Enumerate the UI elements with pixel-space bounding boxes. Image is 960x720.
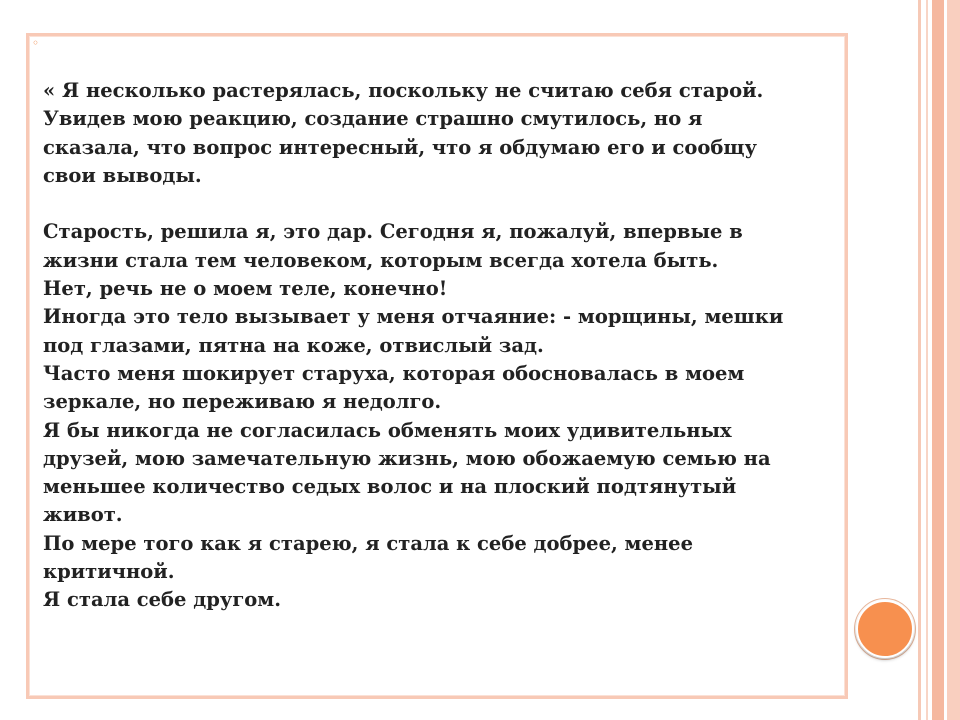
text-line: друзей, мою замечательную жизнь, мою обожаемую семью на (43, 446, 771, 470)
decorative-stripe (918, 0, 921, 720)
circle-ornament (856, 600, 914, 658)
decorative-stripe (947, 0, 960, 720)
text-line: Нет, речь не о моем теле, конечно! (43, 277, 448, 301)
slide-text[interactable] (43, 77, 843, 615)
text-line: зеркале, но переживаю я недолго. (43, 390, 442, 414)
text-line: Я стала себе другом. (43, 588, 282, 612)
text-line: Я бы никогда не согласилась обменять моих удивительных (43, 418, 732, 442)
text-line: сказала, что вопрос интересный, что я обдумаю его и сообщу (43, 135, 757, 159)
text-line: Часто меня шокирует старуха, которая обосновалась в моем (43, 361, 745, 385)
text-line: свои выводы. (43, 163, 202, 187)
text-line: Увидев мою реакцию, создание страшно смутилось, но я (43, 107, 703, 131)
text-line: Иногда это тело вызывает у меня отчаяние: - морщины, мешки (43, 305, 784, 329)
text-line: По мере того как я старею, я стала к себе добрее, менее (43, 531, 693, 555)
text-line: критичной. (43, 560, 175, 584)
paragraph-gap (43, 190, 843, 218)
decorative-stripe (926, 0, 928, 720)
decorative-stripe (932, 0, 944, 720)
text-line: жизни стала тем человеком, которым всегда хотела быть. (43, 248, 719, 272)
text-line: меньшее количество седых волос и на плоский подтянутый (43, 475, 737, 499)
text-line: Старость, решила я, это дар. Сегодня я, пожалуй, впервые в (43, 220, 743, 244)
text-line: живот. (43, 503, 123, 527)
text-line: под глазами, пятна на коже, отвислый зад. (43, 333, 544, 357)
text-line: « Я несколько растерялась, поскольку не считаю себя старой. (43, 79, 764, 102)
bullet-icon: ◦ (32, 36, 40, 50)
